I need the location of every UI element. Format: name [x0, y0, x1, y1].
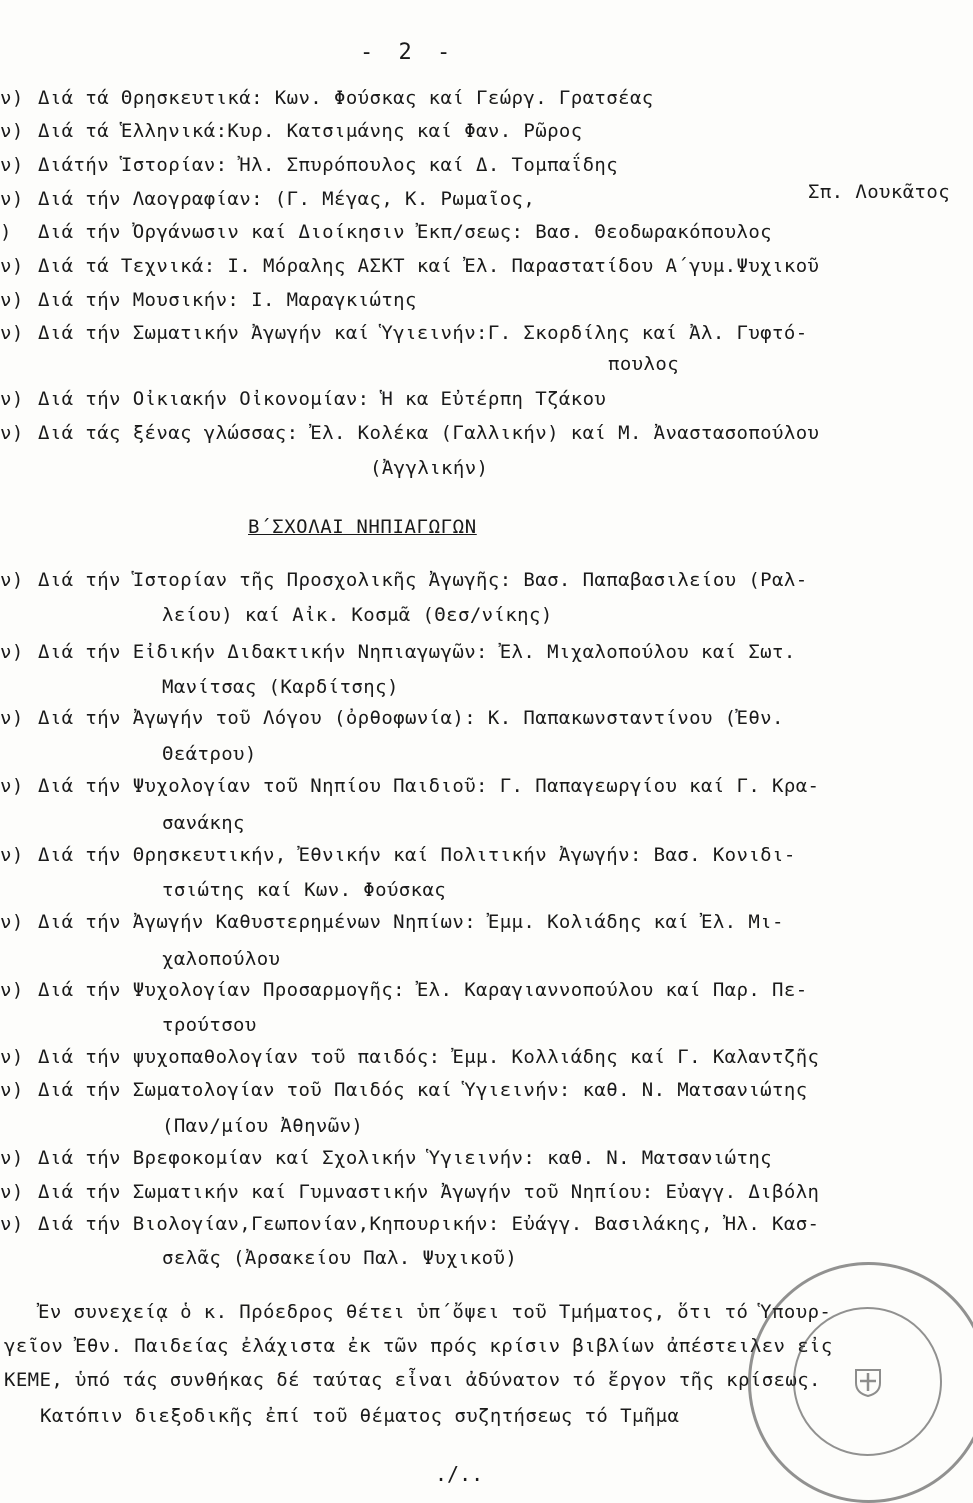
item-marker: ν)	[0, 322, 24, 344]
item-marker: ν)	[0, 188, 24, 210]
item-marker: ν)	[0, 388, 24, 410]
item-text: Διά τήν Οἰκιακήν Οἰκονομίαν: Ἡ κα Εὐτέρπη Τζάκου	[38, 388, 607, 410]
item-marker: ν)	[0, 154, 24, 176]
item-continuation: τσιώτης καί Κων. Φούσκας	[162, 879, 447, 901]
item-marker: ν)	[0, 844, 24, 866]
item-text: Διά τήν Σωματολογίαν τοῦ Παιδός καί Ὑγιεινήν: καθ. Ν. Ματσανιώτης	[38, 1079, 808, 1101]
item-text: Διά τήν ψυχοπαθολογίαν τοῦ παιδός: Ἐμμ. Κολλιάδης καί Γ. Καλαντζῆς	[38, 1046, 820, 1068]
item-marker: ν)	[0, 422, 24, 444]
item-text: Διά τήν Λαογραφίαν: (Γ. Μέγας, Κ. Ρωμαῖος,	[38, 188, 536, 210]
item-marker: ν)	[0, 1079, 24, 1101]
item-continuation: λείου) καί Αἰκ. Κοσμᾶ (Θεσ/νίκης)	[162, 604, 553, 626]
item-text: Διά τήν Βιολογίαν,Γεωπονίαν,Κηπουρικήν: Εὐάγγ. Βασιλάκης, Ἠλ. Κασ-	[38, 1213, 820, 1235]
seal-inner-ring	[793, 1307, 942, 1456]
item-text: Διά τάς ξένας γλώσσας: Ἐλ. Κολέκα (Γαλλικήν) καί Μ. Ἀναστασοπούλου	[38, 422, 820, 444]
item-text: Διάτήν Ἱστορίαν: Ἠλ. Σπυρόπουλος καί Δ. Τομπαΐδης	[38, 154, 619, 176]
item-continuation: Μανίτσας (Καρδίτσης)	[162, 676, 399, 698]
item-continuation: (Παν/μίου Ἀθηνῶν)	[162, 1115, 364, 1137]
item-continuation: Θεάτρου)	[162, 743, 257, 765]
item-continuation: (Ἀγγλικήν)	[370, 457, 489, 479]
item-text-right: Σπ. Λουκᾶτος	[808, 181, 951, 203]
item-continuation: σελᾶς (Ἀρσακείου Παλ. Ψυχικοῦ)	[162, 1247, 518, 1269]
item-continuation: πουλος	[608, 353, 680, 375]
item-marker: ν)	[0, 87, 24, 109]
item-text: Διά τήν Σωματικήν καί Γυμναστικήν Ἀγωγήν τοῦ Νηπίου: Εὐαγγ. Διβόλη	[38, 1181, 820, 1203]
page-number: - 2 -	[360, 40, 457, 65]
section-heading: Β΄ΣΧΟΛΑΙ ΝΗΠΙΑΓΩΓΩΝ	[248, 516, 477, 538]
item-text: Διά τήν Ἱστορίαν τῆς Προσχολικῆς Ἀγωγῆς: Βασ. Παπαβασιλείου (Ραλ-	[38, 569, 808, 591]
continuation-mark: ./..	[435, 1462, 484, 1486]
item-text: Διά τήν Θρησκευτικήν, Ἐθνικήν καί Πολιτικήν Ἀγωγήν: Βασ. Κονιδι-	[38, 844, 796, 866]
item-marker: ν)	[0, 1046, 24, 1068]
item-marker: )	[0, 221, 12, 243]
shield-cross-icon	[853, 1367, 883, 1397]
item-text: Διά τά Ἑλληνικά:Κυρ. Κατσιμάνης καί Φαν. Ρῶρος	[38, 120, 583, 142]
item-marker: ν)	[0, 911, 24, 933]
item-text: Διά τά Θρησκευτικά: Κων. Φούσκας καί Γεώργ. Γρατσέας	[38, 87, 654, 109]
item-text: Διά τήν Ἀγωγήν τοῦ Λόγου (ὀρθοφωνία): Κ. Παπακωνσταντίνου (Ἐθν.	[38, 707, 784, 729]
paragraph-line: Ἐν συνεχείᾳ ὁ κ. Πρόεδρος θέτει ὑπ΄ὄψει τοῦ Τμήματος, ὅτι τό Ὑπουρ-	[38, 1301, 832, 1323]
item-continuation: σανάκης	[162, 812, 245, 834]
item-marker: ν)	[0, 979, 24, 1001]
item-text: Διά τήν Ψυχολογίαν τοῦ Νηπίου Παιδιοῦ: Γ. Παπαγεωργίου καί Γ. Κρα-	[38, 775, 820, 797]
paragraph-line: γεῖον Ἐθν. Παιδείας ἐλάχιστα ἐκ τῶν πρός κρίσιν βιβλίων ἀπέστειλεν εἰς	[4, 1335, 833, 1357]
item-marker: ν)	[0, 255, 24, 277]
item-text: Διά τήν Εἰδικήν Διδακτικήν Νηπιαγωγῶν: Ἐλ. Μιχαλοπούλου καί Σωτ.	[38, 641, 796, 663]
item-text: Διά τήν Ἀγωγήν Καθυστερημένων Νηπίων: Ἐμμ. Κολιάδης καί Ἐλ. Μι-	[38, 911, 784, 933]
paragraph-line: Κατόπιν διεξοδικῆς ἐπί τοῦ θέματος συζητήσεως τό Τμῆμα	[40, 1405, 680, 1427]
item-marker: ν)	[0, 1181, 24, 1203]
item-text: Διά τήν Μουσικήν: Ι. Μαραγκιώτης	[38, 289, 417, 311]
item-marker: ν)	[0, 775, 24, 797]
item-text: Διά τήν Βρεφοκομίαν καί Σχολικήν Ὑγιεινήν: καθ. Ν. Ματσανιώτης	[38, 1147, 773, 1169]
item-marker: ν)	[0, 1147, 24, 1169]
item-marker: ν)	[0, 569, 24, 591]
item-text: Διά τήν Σωματικήν Ἀγωγήν καί Ὑγιεινήν:Γ. Σκορδίλης καί Ἀλ. Γυφτό-	[38, 322, 808, 344]
item-text: Διά τήν Ὀργάνωσιν καί Διοίκησιν Ἐκπ/σεως: Βασ. Θεοδωρακόπουλος	[38, 221, 773, 243]
item-marker: ν)	[0, 120, 24, 142]
item-marker: ν)	[0, 289, 24, 311]
item-text: Διά τά Τεχνικά: Ι. Μόραλης ΑΣΚΤ καί Ἐλ. Παραστατίδου Α΄γυμ.Ψυχικοῦ	[38, 255, 820, 277]
item-continuation: τρούτσου	[162, 1014, 257, 1036]
paragraph-line: ΚΕΜΕ, ὑπό τάς συνθήκας δέ ταύτας εἶναι ἀδύνατον τό ἔργον τῆς κρίσεως.	[4, 1369, 821, 1391]
item-continuation: χαλοπούλου	[162, 948, 281, 970]
official-seal-stamp	[748, 1262, 973, 1503]
item-marker: ν)	[0, 1213, 24, 1235]
item-text: Διά τήν Ψυχολογίαν Προσαρμογῆς: Ἐλ. Καραγιαννοπούλου καί Παρ. Πε-	[38, 979, 808, 1001]
item-marker: ν)	[0, 707, 24, 729]
item-marker: ν)	[0, 641, 24, 663]
